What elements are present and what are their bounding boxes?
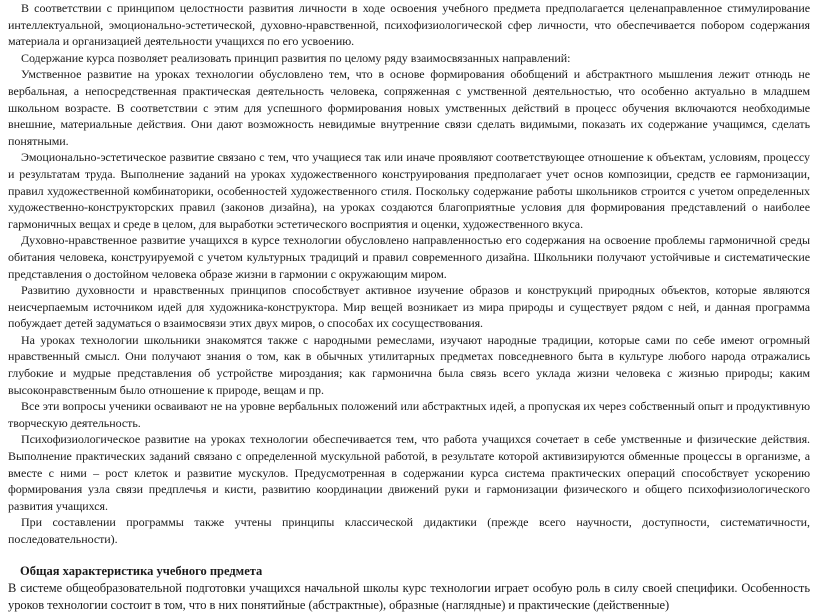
section-text: В системе общеобразовательной подготовки учащихся начальной школы курс технологии играет особую роль в силу своей специфики. Особенность уроков технологии состоит в том, что в них понятийные (абстрактные), образные (наглядные) и практические (действенные) xyxy=(8,580,810,613)
paragraph-emotional-aesthetic: Эмоционально-эстетическое развитие связано с тем, что учащиеся так или иначе проявляют соответствующее отношение к объектам, условиям, процессу и результатам труда. Выполнение заданий на уроках художественного конструирования предполагает учет основ композиции, средств ее гармонизации, правил художественной комбинаторики, особенностей художественного стиля. Поскольку содержание работы школьников строится с учетом определенных художественно-конструкторских правил (законов дизайна), на уроках создаются благоприятные условия для формирования представлений о наиболее гармоничных вещах и среде в целом, для выработки эстетического восприятия и оценки, художественного вкуса. xyxy=(8,150,810,231)
blank-line xyxy=(8,548,810,561)
section-heading: Общая характеристика учебного предмета xyxy=(20,563,263,578)
paragraph-integrity-principle: В соответствии с принципом целостности развития личности в ходе освоения учебного предмета предполагается целенаправленное стимулирование интеллектуальной, эмоционально-эстетической, духовно-нравственной, психофизиологической сфер личности, что обеспечивается побором содержания материала и организацией деятельности учащихся по его усвоению. xyxy=(8,1,810,49)
paragraph-spirituality-nature: Развитию духовности и нравственных принципов способствует активное изучение образов и конструкций природных объектов, которые являются неисчерпаемым источником идей для художника-конструктора. Мир вещей возникает из мира природы и существует рядом с ней, и данная программа побуждает детей задуматься о взаимосвязи этих двух миров, о способах их сосуществования. xyxy=(8,283,810,331)
paragraph-psychophysiological: Психофизиологическое развитие на уроках технологии обеспечивается тем, что работа учащихся сочетает в себе умственные и физические действия. Выполнение практических заданий связано с определенной мускульной работой, в результате которой активизируются обменные процессы в организме, а вместе с ними – рост клеток и развитие мускулов. Предусмотренная в содержании курса система практических операций способствует ускорению формирования узла связи предплечья и кисти, развитию координации движений руки и гармонизации физического и общего психофизиологического развития учащихся. xyxy=(8,432,810,513)
paragraph-course-content: Содержание курса позволяет реализовать принцип развития по целому ряду взаимосвязанных направлений: xyxy=(21,50,571,65)
paragraph-mental-development: Умственное развитие на уроках технологии обусловлено тем, что в основе формирования обобщений и абстрактного мышления лежит отнюдь не вербальная, а непосредственная практическая деятельность человека, сопряженная с умственной деятельностью, что особенно актуально в младшем школьном возрасте. В соответствии с этим для успешного формирования новых умственных действий в процесс обучения включаются необходимые внешние, материальные действия. Они дают возможность невидимые внутренние связи сделать видимыми, показать их содержание учащимся, сделать понятными. xyxy=(8,67,810,148)
paragraph-spiritual-moral: Духовно-нравственное развитие учащихся в курсе технологии обусловлено направленностью его содержания на освоение проблемы гармоничной среды обитания человека, конструируемой с учетом культурных традиций и правил современного дизайна. Школьники получают устойчивые и систематические представления о достойном человека образе жизни в гармонии с окружающим миром. xyxy=(8,233,810,281)
paragraph-folk-crafts: На уроках технологии школьники знакомятся также с народными ремеслами, изучают народные традиции, которые сами по себе имеют огромный нравственный смысл. Они получают знания о том, как в обычных утилитарных предметах повседневного быта в культуре любого народа отражались глубокие и мудрые представления об устройстве мироздания; как гармонична была связь всего уклада жизни человека с жизнью природы; каким высоконравственным было отношение к природе, вещам и пр. xyxy=(8,332,810,397)
paragraph-experience: Все эти вопросы ученики осваивают не на уровне вербальных положений или абстрактных идей, а пропуская их через собственный опыт и продуктивную творческую деятельность. xyxy=(8,399,810,430)
paragraph-didactics: При составлении программы также учтены принципы классической дидактики (прежде всего научности, доступности, систематичности, последовательности). xyxy=(8,515,810,546)
